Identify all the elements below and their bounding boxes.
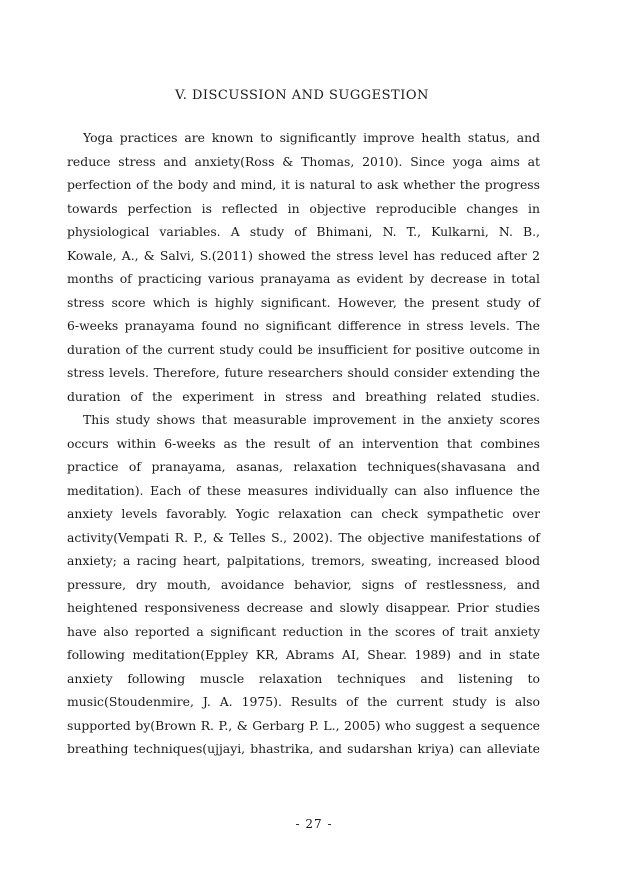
text-line: meditation). Each of these measures individually can also influence the	[67, 482, 540, 498]
text-line: breathing techniques(ujjayi, bhastrika, and sudarshan kriya) can alleviate	[67, 741, 540, 756]
text-line: This study shows that measurable improvement in the anxiety scores	[83, 412, 540, 427]
text-line: perfection of the body and mind, it is natural to ask whether the progress	[67, 177, 540, 192]
text-line: duration of the experiment in stress and breathing related studies.	[67, 388, 540, 404]
text-line: occurs within 6-weeks as the result of an intervention that combines	[67, 435, 540, 451]
text-line: Yoga practices are known to significantly improve health status, and	[83, 130, 540, 145]
section-heading: V. DISCUSSION AND SUGGESTION	[175, 88, 429, 103]
text-line: anxiety levels favorably. Yogic relaxation can check sympathetic over	[67, 506, 540, 521]
text-line: duration of the current study could be insufficient for positive outcome in	[67, 341, 540, 357]
text-line: months of practicing various pranayama as evident by decrease in total	[67, 271, 540, 286]
text-line: physiological variables. A study of Bhimani, N. T., Kulkarni, N. B.,	[67, 224, 540, 239]
text-line: reduce stress and anxiety(Ross & Thomas, 2010). Since yoga aims at	[67, 153, 540, 169]
text-line: stress score which is highly significant. However, the present study of	[67, 294, 540, 310]
text-line: pressure, dry mouth, avoidance behavior, signs of restlessness, and	[67, 576, 540, 592]
text-line: anxiety; a racing heart, palpitations, tremors, sweating, increased blood	[67, 553, 540, 568]
text-line: have also reported a significant reduction in the scores of trait anxiety	[67, 623, 540, 639]
paragraph-2	[67, 408, 540, 761]
text-line: music(Stoudenmire, J. A. 1975). Results of the current study is also	[67, 694, 540, 709]
text-line: practice of pranayama, asanas, relaxation techniques(shavasana and	[67, 459, 540, 474]
text-line: 6-weeks pranayama found no significant difference in stress levels. The	[67, 318, 540, 333]
body-text	[67, 126, 540, 761]
text-line: anxiety following muscle relaxation techniques and listening to	[67, 670, 540, 686]
text-line: following meditation(Eppley KR, Abrams AI, Shear. 1989) and in state	[67, 647, 540, 662]
text-line: stress levels. Therefore, future researchers should consider extending the	[67, 365, 540, 380]
text-line: activity(Vempati R. P., & Telles S., 2002). The objective manifestations of	[67, 529, 540, 545]
text-line: towards perfection is reflected in objective reproducible changes in	[67, 200, 540, 216]
text-line: Kowale, A., & Salvi, S.(2011) showed the stress level has reduced after 2	[67, 247, 540, 263]
text-line: supported by(Brown R. P., & Gerbarg P. L., 2005) who suggest a sequence	[67, 717, 540, 733]
paragraph-1	[67, 126, 540, 408]
text-line: heightened responsiveness decrease and slowly disappear. Prior studies	[67, 600, 540, 615]
page-number: - 27 -	[295, 817, 333, 831]
